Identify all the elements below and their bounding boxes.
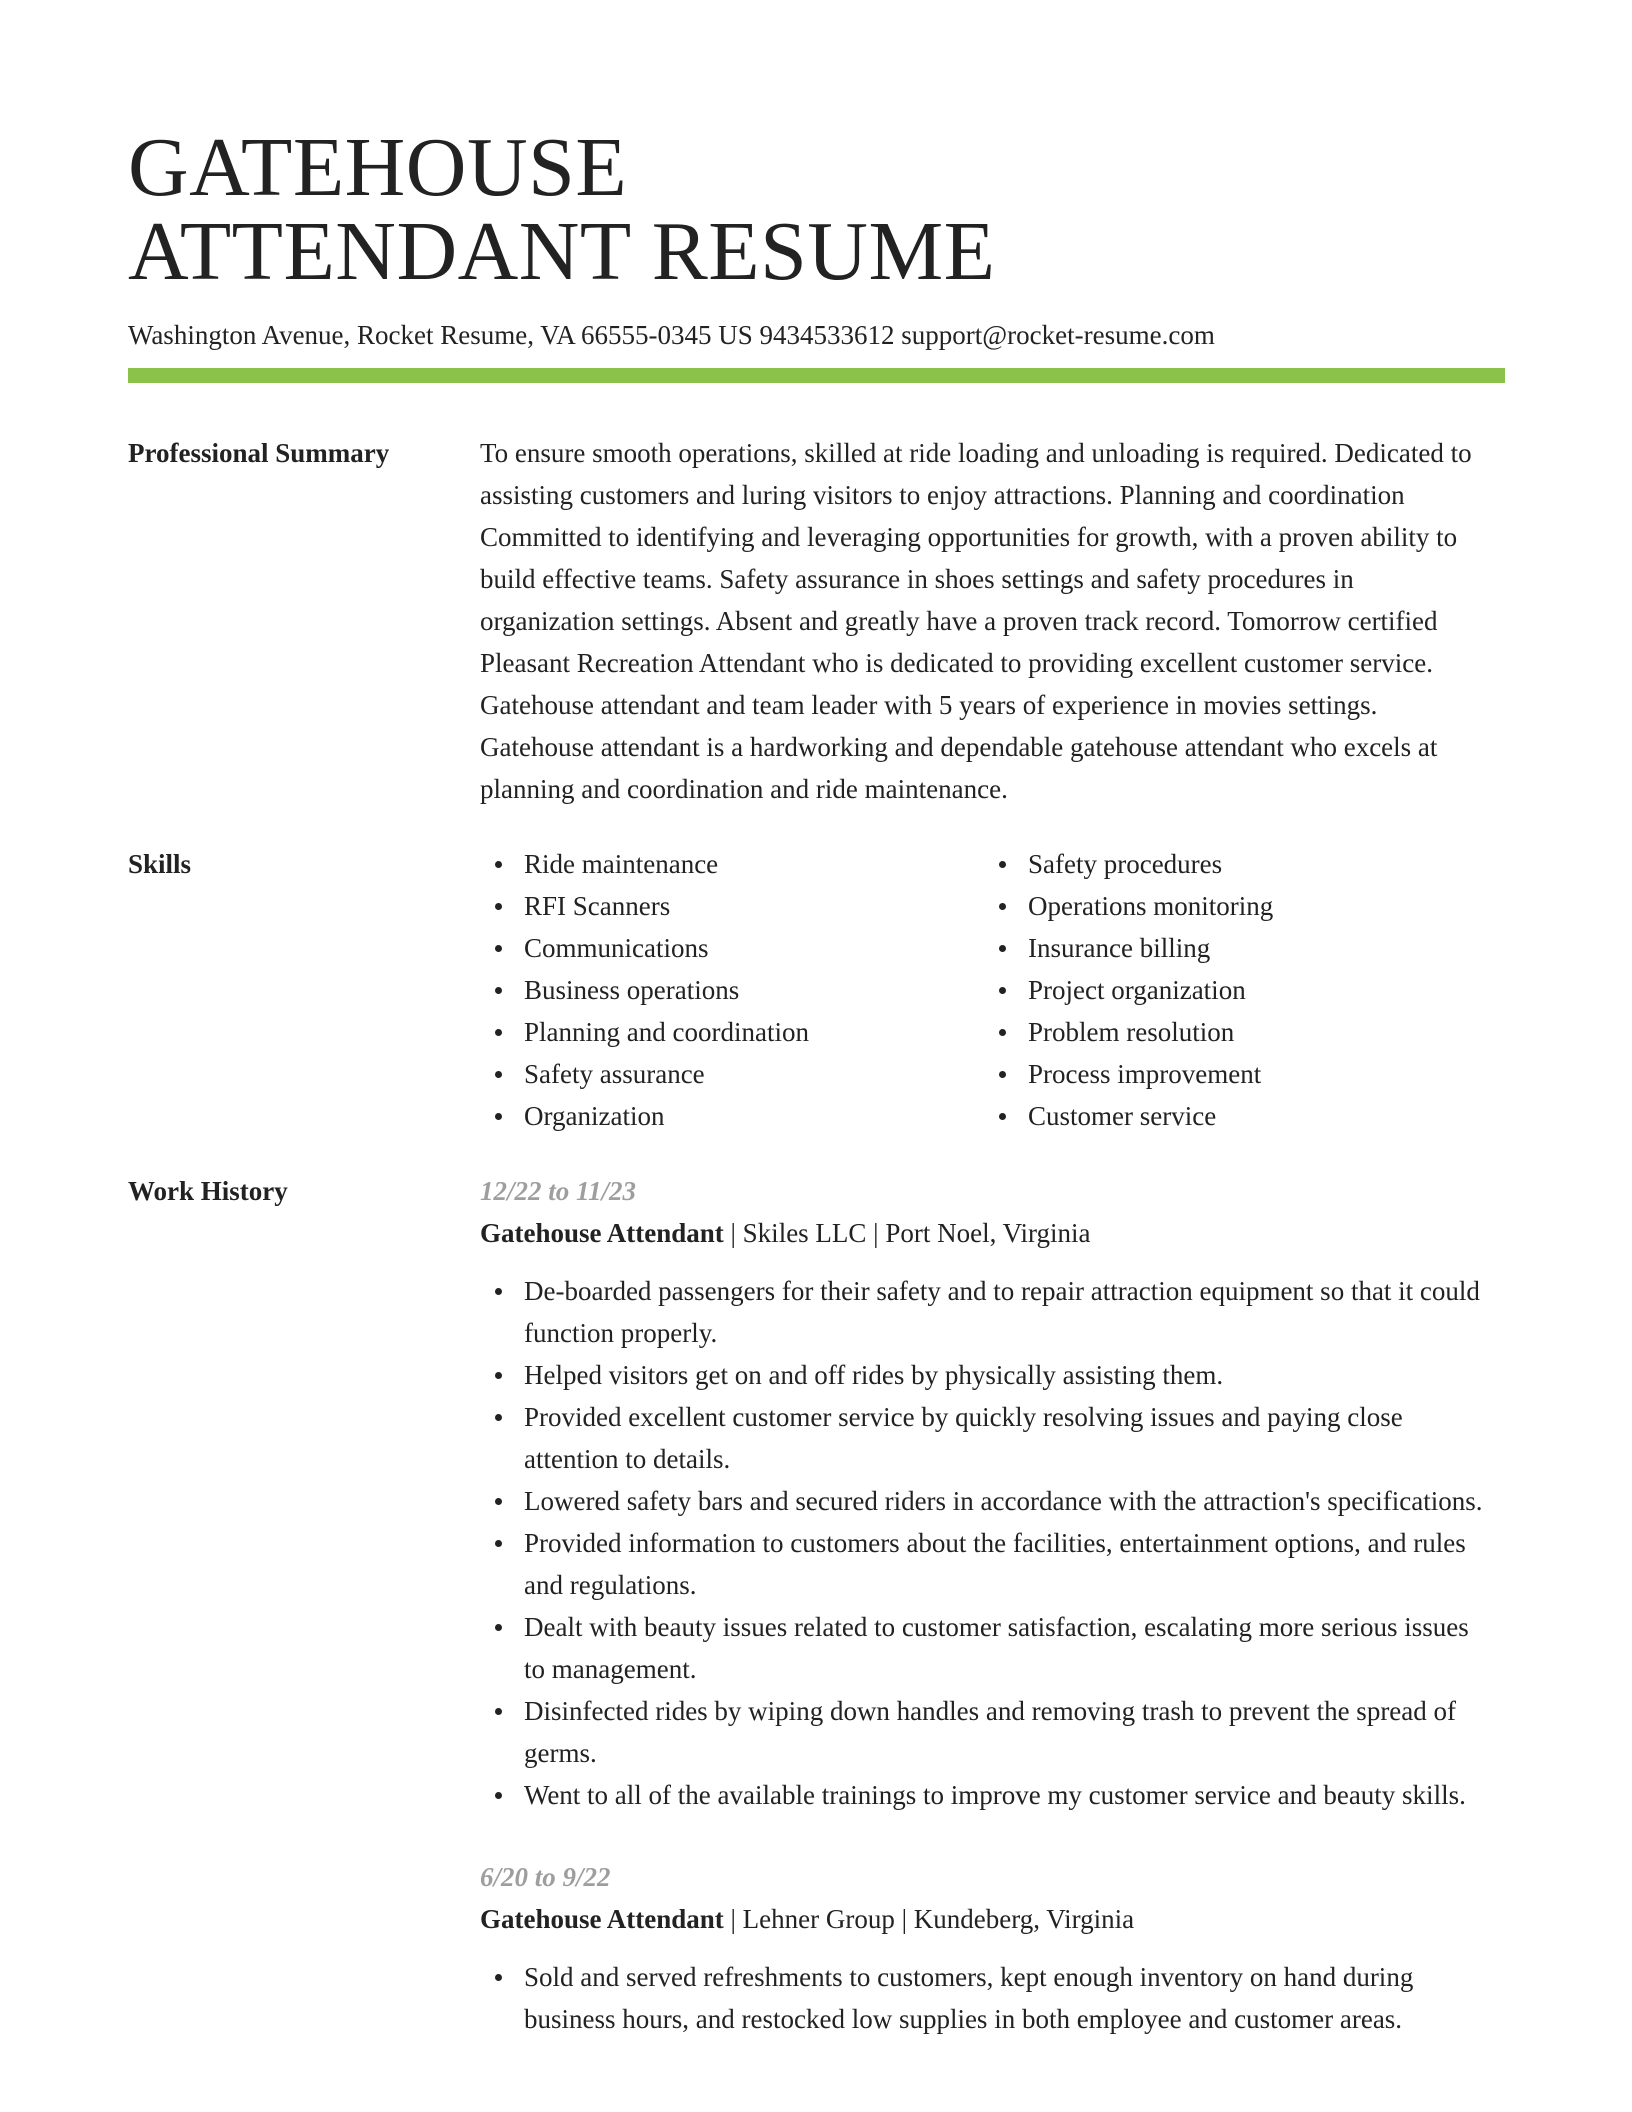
job-bullet-list xyxy=(480,1270,1505,1816)
job-bullet: Provided information to customers about the facilities, entertainment options, and rules and regulations. xyxy=(480,1522,1495,1606)
summary-text: To ensure smooth operations, skilled at ride loading and unloading is required. Dedicated to assisting customers and luring visitors to enjoy attractions. Planning and coordination Committed to identifying and leveraging opportunities for growth, with a proven ability to build effective teams. Safety assurance in shoes settings and safety procedures in organization settings. Absent and greatly have a proven track record. Tomorrow certified Pleasant Recreation Attendant who is dedicated to providing excellent customer service. Gatehouse attendant and team leader with 5 years of experience in movies settings. Gatehouse attendant is a hardworking and dependable gatehouse attendant who excels at planning and coordination and ride maintenance. xyxy=(480,438,1472,804)
job-details: | Lehner Group | Kundeberg, Virginia xyxy=(723,1904,1135,1934)
skill-item: Communications xyxy=(480,927,984,969)
section-label-skills: Skills xyxy=(128,849,192,879)
job-bullet: Sold and served refreshments to customers, kept enough inventory on hand during business hours, and restocked low supplies in both employee and customer areas. xyxy=(480,1956,1495,2040)
section-label-summary: Professional Summary xyxy=(128,438,390,468)
skill-item: Project organization xyxy=(984,969,1488,1011)
skill-item: Safety assurance xyxy=(480,1053,984,1095)
skill-item: Insurance billing xyxy=(984,927,1488,969)
job-bullet: Went to all of the available trainings to improve my customer service and beauty skills. xyxy=(480,1774,1495,1816)
skill-item: Ride maintenance xyxy=(480,843,984,885)
skill-item: Organization xyxy=(480,1095,984,1137)
job-bullet-list xyxy=(480,1956,1505,2040)
skill-item: Safety procedures xyxy=(984,843,1488,885)
job-bullet: Provided excellent customer service by quickly resolving issues and paying close attention to details. xyxy=(480,1396,1495,1480)
skill-item: RFI Scanners xyxy=(480,885,984,927)
skills-section xyxy=(128,843,1505,1137)
job-dates: 12/22 to 11/23 xyxy=(480,1176,637,1206)
resume-page xyxy=(128,121,1505,2080)
skill-item: Process improvement xyxy=(984,1053,1488,1095)
section-label-work: Work History xyxy=(128,1176,288,1206)
skill-item: Customer service xyxy=(984,1095,1488,1137)
job-heading xyxy=(480,1212,1505,1254)
job-details: | Skiles LLC | Port Noel, Virginia xyxy=(723,1218,1091,1248)
job-title: Gatehouse Attendant xyxy=(480,1904,724,1934)
skill-item: Business operations xyxy=(480,969,984,1011)
skills-list-right xyxy=(984,843,1488,1137)
job-bullet: Lowered safety bars and secured riders in accordance with the attraction's specifications. xyxy=(480,1480,1495,1522)
job-heading xyxy=(480,1898,1505,1940)
job-bullet: Helped visitors get on and off rides by physically assisting them. xyxy=(480,1354,1495,1396)
work-history-section xyxy=(128,1170,1505,2080)
job-bullet: De-boarded passengers for their safety and to repair attraction equipment so that it could function properly. xyxy=(480,1270,1495,1354)
skill-item: Operations monitoring xyxy=(984,885,1488,927)
job-bullet: Disinfected rides by wiping down handles and removing trash to prevent the spread of germs. xyxy=(480,1690,1495,1774)
resume-title xyxy=(128,121,1505,298)
title-line-2: ATTENDANT RESUME xyxy=(128,205,996,298)
job-dates: 6/20 to 9/22 xyxy=(480,1862,611,1892)
job-title: Gatehouse Attendant xyxy=(480,1218,724,1248)
job-entry xyxy=(480,1856,1505,2040)
skills-list-left xyxy=(480,843,984,1137)
accent-divider xyxy=(128,368,1505,383)
job-entry xyxy=(480,1170,1505,1816)
contact-line: Washington Avenue, Rocket Resume, VA 66555-0345 US 9434533612 support@rocket-resume.com xyxy=(128,320,1215,350)
professional-summary-section xyxy=(128,432,1505,810)
skill-item: Planning and coordination xyxy=(480,1011,984,1053)
job-bullet: Dealt with beauty issues related to customer satisfaction, escalating more serious issues to management. xyxy=(480,1606,1495,1690)
skill-item: Problem resolution xyxy=(984,1011,1488,1053)
title-line-1: GATEHOUSE xyxy=(128,121,628,214)
